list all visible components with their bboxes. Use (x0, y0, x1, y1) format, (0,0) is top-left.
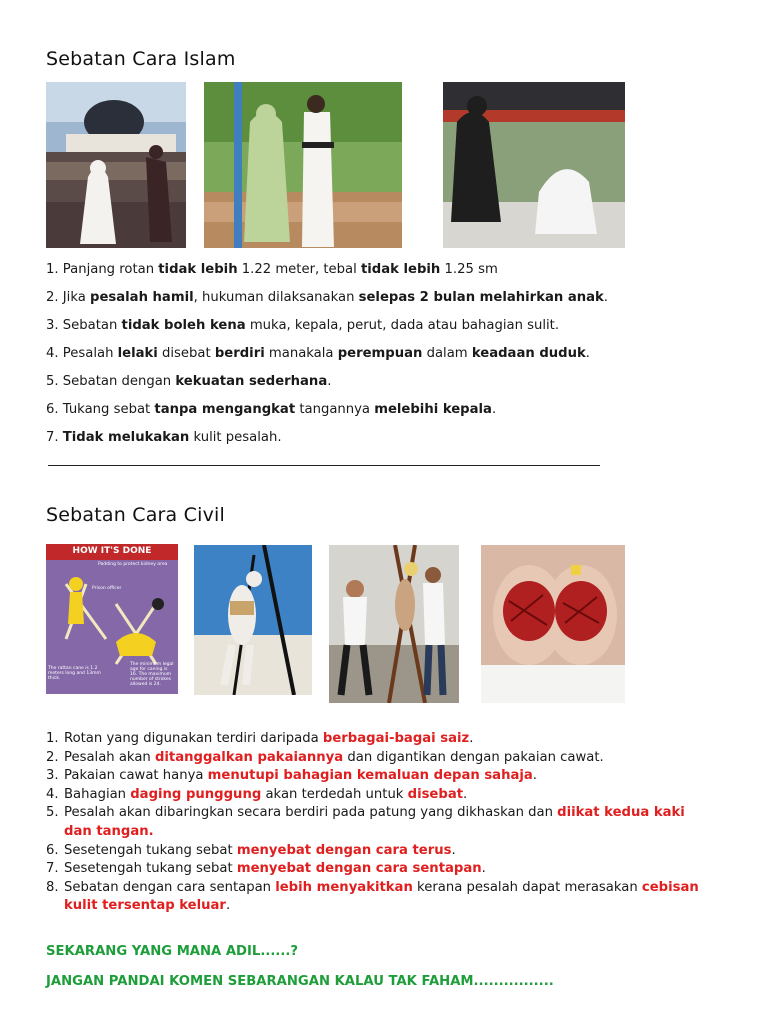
emphasis-text: disebat (407, 786, 464, 802)
body-text: Pakaian cawat hanya (64, 768, 208, 784)
body-text: tangannya (295, 402, 375, 417)
infographic-how-its-done (46, 544, 178, 694)
emphasis-text: menyebat dengan cara terus (236, 842, 452, 858)
body-text: . (603, 290, 608, 305)
infographic-note-rattan: The rattan cane is 1.2 meters long and 13mm thick. (48, 666, 101, 681)
body-text: dalam (422, 346, 472, 361)
bold-text: melebihi kepala (374, 402, 492, 417)
body-text: . (463, 786, 468, 802)
list-item: 3. Pakaian cawat hanya menutupi bahagian kemaluan depan sahaja. (46, 768, 537, 784)
photo-islam-outdoor (204, 82, 402, 248)
bold-text: kekuatan sederhana (175, 374, 328, 389)
body-text: 1. Panjang rotan (46, 262, 159, 277)
emphasis-text: cebisan kulit tersentap keluar (64, 879, 699, 914)
section-heading-islam: Sebatan Cara Islam (46, 48, 236, 70)
body-text: . (532, 768, 537, 784)
emphasis-text: menutupi bahagian kemaluan depan sahaja (207, 768, 533, 784)
list-item (46, 312, 726, 340)
list-item (46, 424, 726, 452)
body-text: 4. Pesalah (46, 346, 118, 361)
list-item: 4. Bahagian daging punggung akan terdedah untuk disebat. (46, 786, 468, 802)
closing-question: SEKARANG YANG MANA ADIL......? (46, 944, 299, 959)
bold-text: tanpa mengangkat (154, 402, 296, 417)
photo-civil-frame (194, 545, 312, 695)
emphasis-text: lebih menyakitkan (275, 879, 413, 895)
body-text: . (469, 731, 474, 746)
list-item (46, 340, 726, 368)
bold-text: berdiri (214, 346, 265, 361)
emphasis-text: ditanggalkan pakaiannya (154, 749, 344, 765)
body-text: . (585, 346, 590, 361)
body-text: Pesalah akan (64, 749, 155, 765)
body-text: 2. Jika (46, 290, 91, 305)
body-text: dan digantikan dengan pakaian cawat. (343, 749, 604, 765)
list-item: 5. Pesalah akan dibaringkan secara berdiri pada patung yang dikhaskan dan diikat kedua kaki dan tangan. (46, 805, 685, 839)
islam-rules-list (46, 256, 726, 452)
photo-islam-tent (443, 82, 625, 248)
infographic-note-officer: Prison officer (92, 586, 122, 591)
list-item: 2. Pesalah akan ditanggalkan pakaiannya dan digantikan dengan pakaian cawat. (46, 749, 604, 765)
list-item: 6. Sesetengah tukang sebat menyebat dengan cara terus. (46, 842, 456, 858)
emphasis-text: daging punggung (130, 786, 262, 802)
closing-statement: JANGAN PANDAI KOMEN SEBARANGAN KALAU TAK FAHAM................ (46, 974, 554, 989)
section-divider (48, 465, 600, 466)
bold-text: selepas 2 bulan melahirkan anak (358, 290, 604, 305)
photo-civil-wounds (481, 545, 625, 703)
body-text: manakala (264, 346, 338, 361)
civil-rules-list (46, 730, 716, 916)
body-text: . (451, 842, 456, 858)
body-text: Sesetengah tukang sebat (64, 861, 237, 877)
body-text: 1.25 sm (440, 262, 498, 277)
body-text: . (327, 374, 332, 389)
body-text: . (491, 402, 497, 417)
infographic-note-age: The minimum legal age for caning is 16. The maximum number of strokes allowed is 24. (130, 662, 174, 687)
list-item (46, 396, 726, 424)
bold-text: pesalah hamil (90, 290, 194, 305)
emphasis-text: menyebat dengan cara sentapan (236, 861, 482, 877)
body-text: Rotan yang digunakan terdiri daripada (64, 731, 323, 746)
body-text: akan terdedah untuk (261, 786, 408, 802)
list-item (46, 256, 726, 284)
body-text: muka, kepala, perut, dada atau bahagian sulit. (245, 318, 560, 333)
body-text: . (225, 898, 231, 914)
body-text: kerana pesalah dapat merasakan (412, 879, 642, 895)
list-item (46, 368, 726, 396)
bold-text: keadaan duduk (471, 346, 586, 361)
body-text: Sebatan dengan cara sentapan (64, 879, 276, 895)
body-text: Bahagian (64, 786, 131, 802)
list-item: 1. Rotan yang digunakan terdiri daripada berbagai-bagai saiz. (46, 731, 474, 746)
body-text: 1.22 meter, tebal (237, 262, 361, 277)
emphasis-text: berbagai-bagai saiz (322, 731, 470, 746)
list-item: 7. Sesetengah tukang sebat menyebat dengan cara sentapan. (46, 861, 486, 877)
photo-civil-demonstration (329, 545, 459, 703)
body-text: , hukuman dilaksanakan (193, 290, 359, 305)
body-text: 5. Sebatan dengan (46, 374, 176, 389)
list-item: 8. Sebatan dengan cara sentapan lebih menyakitkan kerana pesalah dapat merasakan cebisan kulit tersentap keluar. (46, 879, 699, 914)
body-text: . (481, 861, 486, 877)
list-item (46, 284, 726, 312)
infographic-title: HOW IT'S DONE (72, 546, 152, 556)
infographic-note-padding: Padding to protect kidney area (98, 562, 168, 567)
body-text: 6. Tukang sebat (46, 402, 155, 417)
bold-text: perempuan (337, 346, 423, 361)
body-text: Pesalah akan dibaringkan secara berdiri pada patung yang dikhaskan dan (64, 805, 558, 821)
body-text: 3. Sebatan (46, 318, 122, 333)
body-text: Sesetengah tukang sebat (64, 842, 237, 858)
section-heading-civil: Sebatan Cara Civil (46, 504, 225, 526)
bold-text: tidak boleh kena (121, 318, 246, 333)
body-text: kulit pesalah. (189, 430, 282, 445)
bold-text: Tidak melukakan (62, 430, 190, 445)
emphasis-text: diikat kedua kaki dan tangan. (64, 805, 685, 839)
bold-text: lelaki (117, 346, 158, 361)
bold-text: tidak lebih (360, 262, 441, 277)
bold-text: tidak lebih (158, 262, 238, 277)
body-text: disebat (157, 346, 215, 361)
photo-islam-mosque (46, 82, 186, 248)
body-text: 7. (46, 430, 63, 445)
